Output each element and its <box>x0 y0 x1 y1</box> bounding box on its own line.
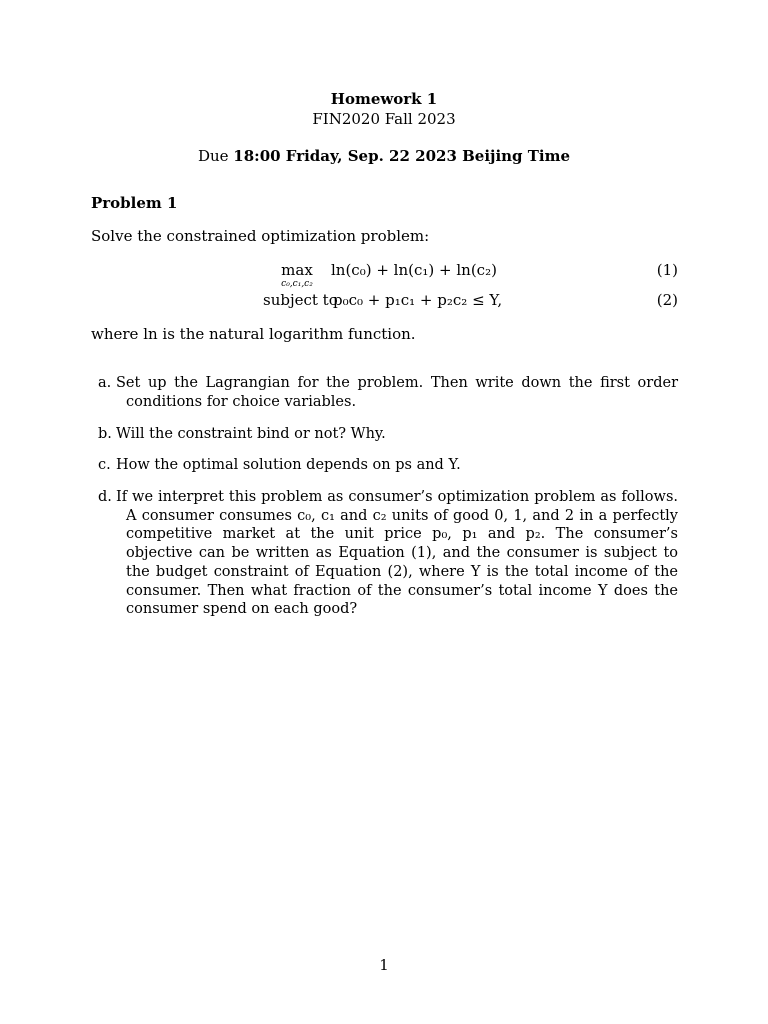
problem-intro: Solve the constrained optimization problem: <box>91 227 430 245</box>
list-item <box>98 425 678 444</box>
equation-number-1: (1) <box>656 261 678 279</box>
list-item-text: How the optimal solution depends on ps and Y. <box>116 457 461 473</box>
list-item-marker: b. <box>98 426 112 442</box>
equation-1 <box>91 261 678 289</box>
max-subscript: c₀,c₁,c₂ <box>281 279 313 289</box>
budget-constraint: p₀c₀ + p₁c₁ + p₂c₂ ≤ Y, <box>333 291 503 309</box>
list-item-marker: c. <box>98 457 111 473</box>
max-operator <box>279 261 315 289</box>
problem-heading: Problem 1 <box>91 194 178 212</box>
subject-to-label: subject to <box>263 291 338 309</box>
document-title: Homework 1 <box>330 90 438 108</box>
due-prefix: Due <box>197 147 234 165</box>
due-line <box>0 147 768 165</box>
due-datetime: 18:00 Friday, Sep. 22 2023 Beijing Time <box>233 147 571 165</box>
list-item <box>98 456 678 475</box>
equation-number-2: (2) <box>656 291 678 309</box>
list-item <box>98 488 678 619</box>
list-item-marker: d. <box>98 489 112 505</box>
objective-function: ln(c₀) + ln(c₁) + ln(c₂) <box>331 261 497 279</box>
list-item <box>98 374 678 411</box>
list-item-text: Set up the Lagrangian for the problem. Then write down the first order conditions for choice variables. <box>116 375 678 410</box>
page-number: 1 <box>379 956 389 974</box>
course-subtitle: FIN2020 Fall 2023 <box>312 110 456 128</box>
list-item-marker: a. <box>98 375 112 391</box>
list-item-text: Will the constraint bind or not? Why. <box>116 426 386 442</box>
equation-2 <box>91 291 678 313</box>
max-word: max <box>281 261 313 279</box>
list-item-text: If we interpret this problem as consumer’s optimization problem as follows. A consumer consumes c₀, c₁ and c₂ units of good 0, 1, and 2 in a perfectly competitive market at the unit price p₀, p₁ and p₂. The consumer’s objective can be written as Equation (1), and the consumer is subject to the budget constraint of Equation (2), where Y is the total income of the consumer. Then what fraction of the consumer’s total income Y does the consumer spend on each good? <box>116 489 678 618</box>
where-text: where ln is the natural logarithm function. <box>91 325 416 343</box>
